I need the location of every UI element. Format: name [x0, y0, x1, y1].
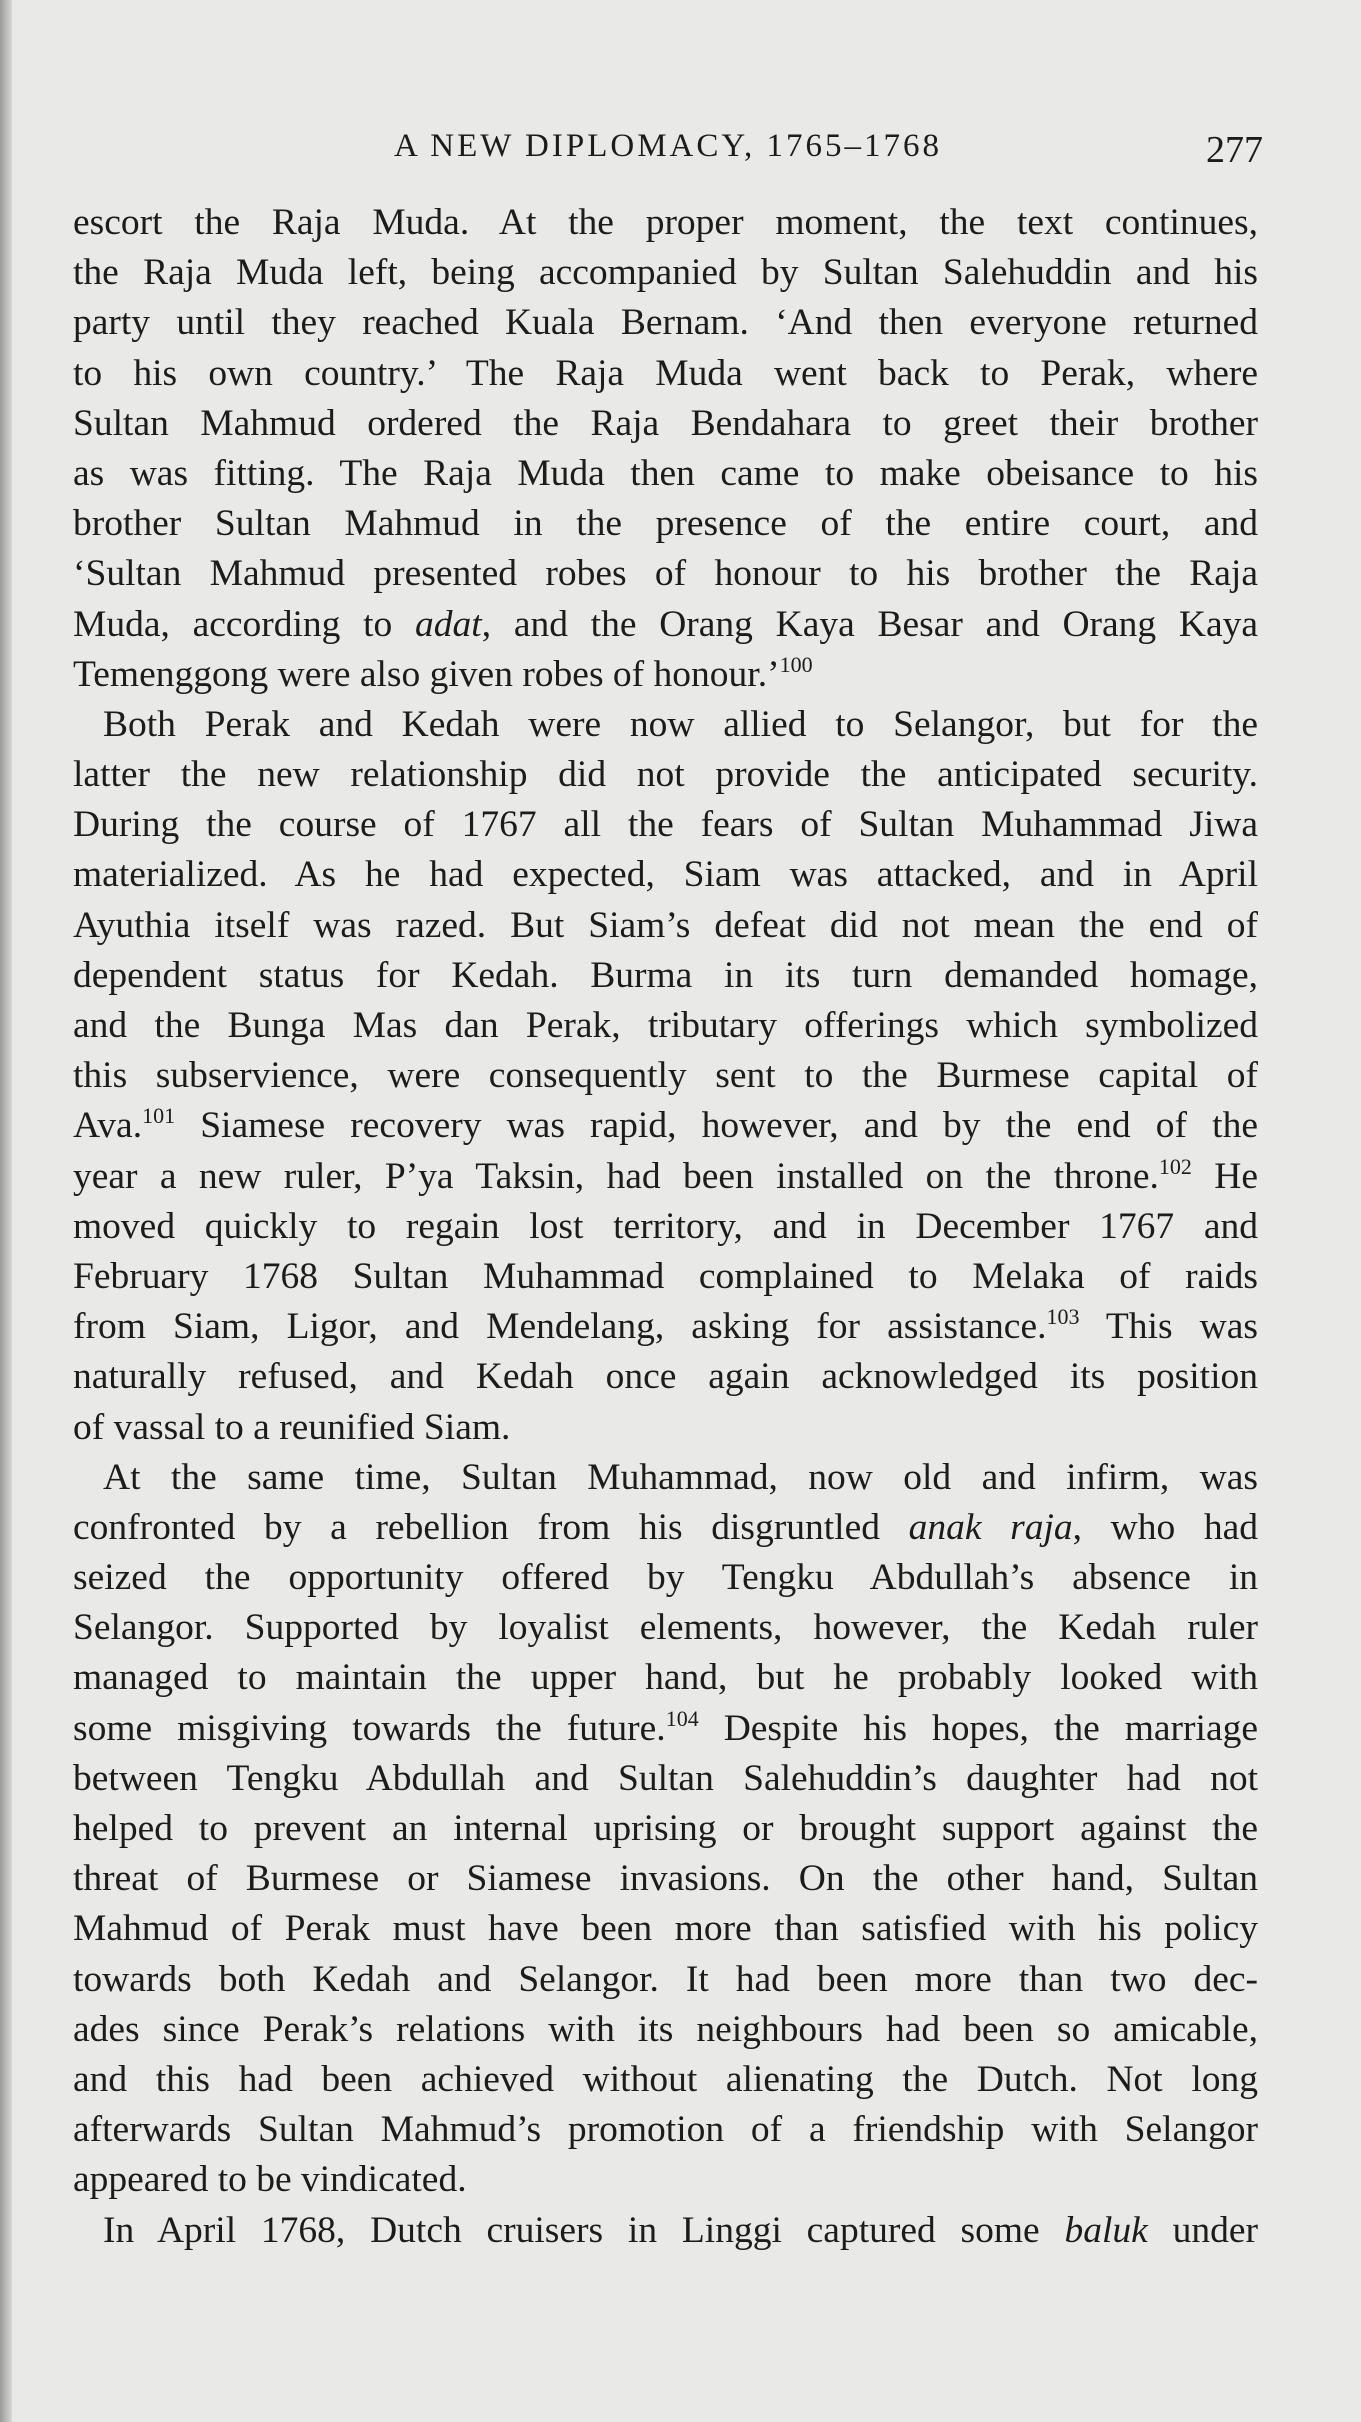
text-line — [73, 1001, 1258, 1051]
text-segment: seized the opportunity offered by Tengku Abdullah’s absence in — [73, 1557, 1258, 1599]
text-segment: naturally refused, and Kedah once again acknowledged its position — [73, 1356, 1258, 1398]
text-segment: towards both Kedah and Selangor. It had been more than two dec- — [73, 1958, 1258, 2000]
text-line — [73, 449, 1258, 499]
text-line — [73, 1603, 1258, 1653]
text-line — [73, 1653, 1258, 1703]
text-segment: threat of Burmese or Siamese invasions. On the other hand, Sultan — [73, 1858, 1258, 1900]
text-line — [73, 1252, 1258, 1302]
page-edge-shadow — [0, 0, 12, 2422]
text-segment: He — [1191, 1155, 1258, 1197]
text-line — [73, 901, 1258, 951]
text-line — [73, 1904, 1258, 1954]
text-segment: dependent status for Kedah. Burma in its turn demanded homage, — [73, 954, 1258, 996]
text-segment: This was — [1079, 1306, 1258, 1348]
text-line — [73, 850, 1258, 900]
text-segment: Temenggong were also given robes of honour.’ — [73, 653, 780, 695]
text-segment: materialized. As he had expected, Siam was attacked, and in April — [73, 854, 1258, 896]
text-segment: this subservience, were consequently sent to the Burmese capital of — [73, 1055, 1258, 1097]
text-line — [73, 1503, 1258, 1553]
text-segment: ades since Perak’s relations with its neighbours had been so amicable, — [73, 2008, 1258, 2050]
text-segment: In April 1768, Dutch cruisers in Linggi captured some — [103, 2209, 1065, 2251]
text-segment: and this had been achieved without alienating the Dutch. Not long — [73, 2058, 1258, 2100]
text-segment: afterwards Sultan Mahmud’s promotion of a friendship with Selangor — [73, 2109, 1258, 2151]
text-line — [73, 951, 1258, 1001]
text-line — [73, 600, 1258, 650]
footnote-ref: 102 — [1158, 1153, 1192, 1179]
text-line — [73, 1704, 1258, 1754]
text-segment: escort the Raja Muda. At the proper moment, the text continues, — [73, 202, 1258, 243]
text-line — [73, 2155, 1258, 2205]
footnote-ref: 100 — [779, 651, 813, 677]
body-text — [73, 198, 1258, 2256]
text-line — [73, 1152, 1258, 1202]
text-segment: as was fitting. The Raja Muda then came to make obeisance to his — [73, 452, 1258, 494]
footnote-ref: 101 — [142, 1103, 176, 1129]
text-segment: moved quickly to regain lost territory, and in December 1767 and — [73, 1205, 1258, 1247]
italic-term: adat — [415, 603, 482, 645]
text-line — [73, 650, 1258, 700]
text-segment: Siamese recovery was rapid, however, and by the end of the — [175, 1105, 1258, 1147]
text-segment: under — [1147, 2209, 1259, 2251]
text-segment: , and the Orang Kaya Besar and Orang Kaya — [481, 603, 1259, 645]
text-segment: Ayuthia itself was razed. But Siam’s defeat did not mean the end of — [73, 904, 1258, 946]
text-line — [73, 2206, 1258, 2256]
footnote-ref: 103 — [1046, 1304, 1080, 1330]
text-line — [73, 499, 1258, 549]
text-line — [73, 399, 1258, 449]
text-segment: At the same time, Sultan Muhammad, now old and infirm, was — [103, 1456, 1258, 1498]
page-header — [73, 128, 1263, 178]
text-segment: party until they reached Kuala Bernam. ‘And then everyone returned — [73, 302, 1258, 344]
text-segment: managed to maintain the upper hand, but he probably looked with — [73, 1657, 1258, 1699]
text-line — [73, 1352, 1258, 1402]
footnote-ref: 104 — [665, 1705, 699, 1731]
text-line — [73, 2105, 1258, 2155]
text-segment: Ava. — [73, 1105, 143, 1147]
italic-term: baluk — [1064, 2209, 1148, 2251]
text-segment: confronted by a rebellion from his disgruntled — [73, 1506, 909, 1548]
text-line — [73, 700, 1258, 750]
text-segment: , who had — [1072, 1506, 1258, 1548]
text-line — [73, 1804, 1258, 1854]
italic-term: anak raja — [908, 1506, 1073, 1548]
text-segment: the Raja Muda left, being accompanied by Sultan Salehuddin and his — [73, 252, 1258, 294]
text-segment: of vassal to a reunified Siam. — [73, 1406, 511, 1448]
text-segment: ‘Sultan Mahmud presented robes of honour to his brother the Raja — [73, 553, 1258, 595]
text-segment: between Tengku Abdullah and Sultan Salehuddin’s daughter had not — [73, 1757, 1258, 1799]
text-line — [73, 1101, 1258, 1151]
text-line — [73, 1051, 1258, 1101]
text-line — [73, 349, 1258, 399]
running-title: A NEW DIPLOMACY, 1765–1768 — [394, 128, 942, 164]
text-line — [73, 1854, 1258, 1904]
text-line — [73, 298, 1258, 348]
text-segment: Mahmud of Perak must have been more than satisfied with his policy — [73, 1908, 1258, 1950]
text-segment: latter the new relationship did not provide the anticipated security. — [73, 754, 1258, 796]
text-line — [73, 750, 1258, 800]
text-line — [73, 1553, 1258, 1603]
text-segment: from Siam, Ligor, and Mendelang, asking for assistance. — [73, 1306, 1047, 1348]
text-line — [73, 198, 1258, 248]
text-line — [73, 1453, 1258, 1503]
text-line — [73, 2055, 1258, 2105]
text-segment: year a new ruler, P’ya Taksin, had been installed on the throne. — [73, 1155, 1159, 1197]
text-line — [73, 1202, 1258, 1252]
text-line — [73, 2005, 1258, 2055]
text-segment: February 1768 Sultan Muhammad complained to Melaka of raids — [73, 1255, 1258, 1297]
text-segment: Despite his hopes, the marriage — [698, 1707, 1258, 1749]
text-line — [73, 549, 1258, 599]
text-segment: to his own country.’ The Raja Muda went back to Perak, where — [73, 352, 1258, 394]
text-segment: helped to prevent an internal uprising or brought support against the — [73, 1808, 1258, 1849]
text-segment: Muda, according to — [73, 603, 416, 645]
text-line — [73, 248, 1258, 298]
text-line — [73, 1754, 1258, 1804]
page-number: 277 — [1206, 129, 1263, 171]
text-segment: Selangor. Supported by loyalist elements, however, the Kedah ruler — [73, 1607, 1258, 1649]
text-segment: appeared to be vindicated. — [73, 2159, 467, 2201]
text-segment: Sultan Mahmud ordered the Raja Bendahara to greet their brother — [73, 402, 1258, 444]
text-segment: and the Bunga Mas dan Perak, tributary offerings which symbolized — [73, 1005, 1258, 1046]
text-segment: brother Sultan Mahmud in the presence of the entire court, and — [73, 503, 1258, 545]
text-segment: some misgiving towards the future. — [73, 1707, 666, 1749]
text-line — [73, 1403, 1258, 1453]
text-segment: During the course of 1767 all the fears of Sultan Muhammad Jiwa — [73, 804, 1258, 846]
text-line — [73, 800, 1258, 850]
text-line — [73, 1955, 1258, 2005]
text-segment: Both Perak and Kedah were now allied to Selangor, but for the — [103, 703, 1258, 745]
text-line — [73, 1302, 1258, 1352]
